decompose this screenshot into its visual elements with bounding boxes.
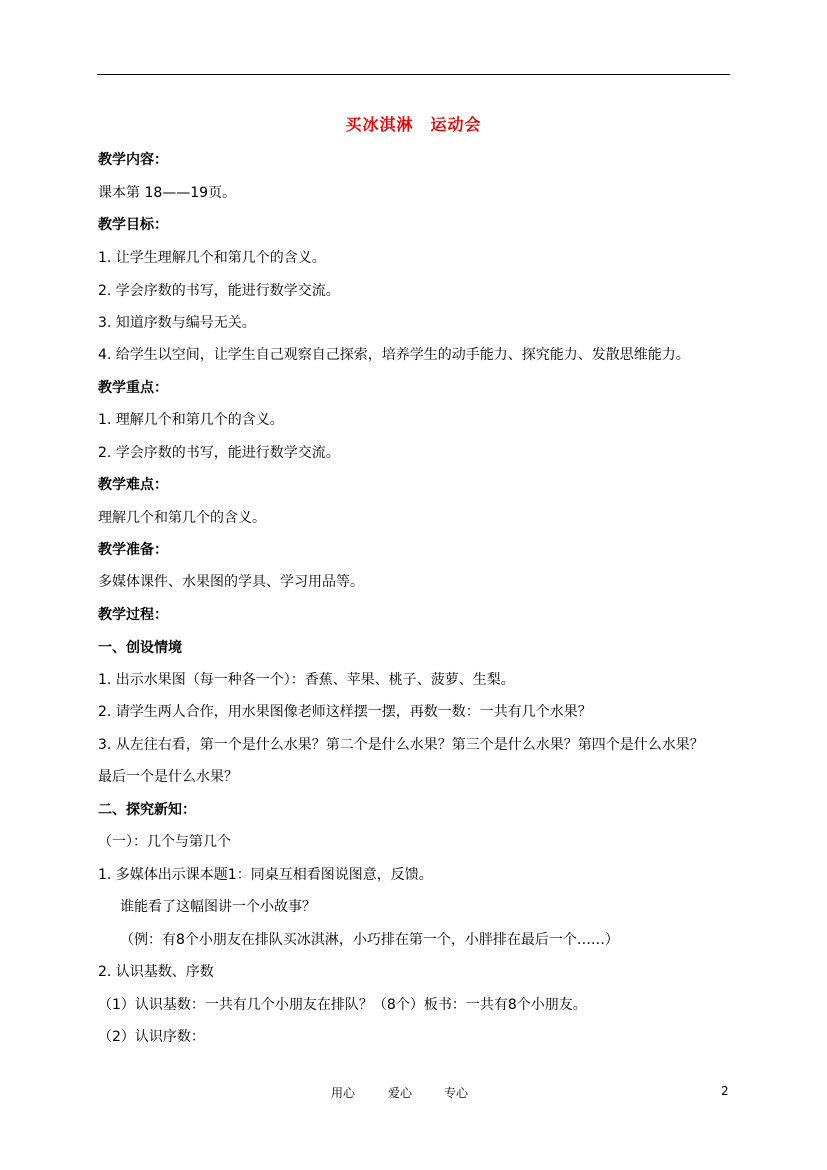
sub-heading: （一）：几个与第几个 xyxy=(98,834,231,850)
list-item: 1. 出示水果图（每一种各一个）：香蕉、苹果、桃子、菠萝、生梨。 xyxy=(98,672,515,688)
list-item: （1）认识基数：一共有几个小朋友在排队？（8个）板书：一共有8个小朋友。 xyxy=(98,997,587,1013)
subsection-heading: 一、创设情境 xyxy=(98,640,182,656)
list-item: 2. 认识基数、序数 xyxy=(98,964,214,980)
list-item: 2. 请学生两人合作，用水果图像老师这样摆一摆，再数一数：一共有几个水果？ xyxy=(98,704,592,720)
list-item: 3. 从左往右看，第一个是什么水果？第二个是什么水果？第三个是什么水果？第四个是什么水果？ xyxy=(98,737,704,753)
list-item: 1. 让学生理解几个和第几个的含义。 xyxy=(98,250,326,266)
section-heading-difficulties: 教学难点： xyxy=(98,477,168,493)
footer-text: 用心 xyxy=(331,1086,356,1100)
list-item: 2. 学会序数的书写，能进行数学交流。 xyxy=(98,445,340,461)
list-item: 4. 给学生以空间，让学生自己观察自己探索，培养学生的动手能力、探究能力、发散思维能力。 xyxy=(98,347,690,363)
section-heading-content: 教学内容： xyxy=(98,152,168,168)
list-item: 1. 理解几个和第几个的含义。 xyxy=(98,412,284,428)
footer-text: 专心 xyxy=(444,1086,469,1100)
page-number: 2 xyxy=(721,1084,729,1098)
paragraph: 课本第 18——19页。 xyxy=(98,185,237,201)
list-item: 1. 多媒体出示课本题1：同桌互相看图说图意，反馈。 xyxy=(98,867,433,883)
list-item: 2. 学会序数的书写，能进行数学交流。 xyxy=(98,283,340,299)
list-item: （2）认识序数： xyxy=(98,1029,205,1045)
section-heading-process: 教学过程： xyxy=(98,607,168,623)
paragraph: 理解几个和第几个的含义。 xyxy=(98,510,266,526)
list-item-continuation: 最后一个是什么水果？ xyxy=(98,769,238,785)
page-title: 买冰淇淋 运动会 xyxy=(345,115,482,134)
paragraph-indented: 谁能看了这幅图讲一个小故事？ xyxy=(120,899,316,915)
header-rule xyxy=(97,74,730,75)
subsection-heading: 二、探究新知： xyxy=(98,802,196,818)
paragraph-indented: （例：有8个小朋友在排队买冰淇淋，小巧排在第一个，小胖排在最后一个……） xyxy=(120,932,619,948)
paragraph: 多媒体课件、水果图的学具、学习用品等。 xyxy=(98,574,364,590)
section-heading-goals: 教学目标： xyxy=(98,217,168,233)
footer-text: 爱心 xyxy=(388,1086,413,1100)
section-heading-preparation: 教学准备： xyxy=(98,542,168,558)
list-item: 3. 知道序数与编号无关。 xyxy=(98,315,256,331)
section-heading-key-points: 教学重点： xyxy=(98,380,168,396)
